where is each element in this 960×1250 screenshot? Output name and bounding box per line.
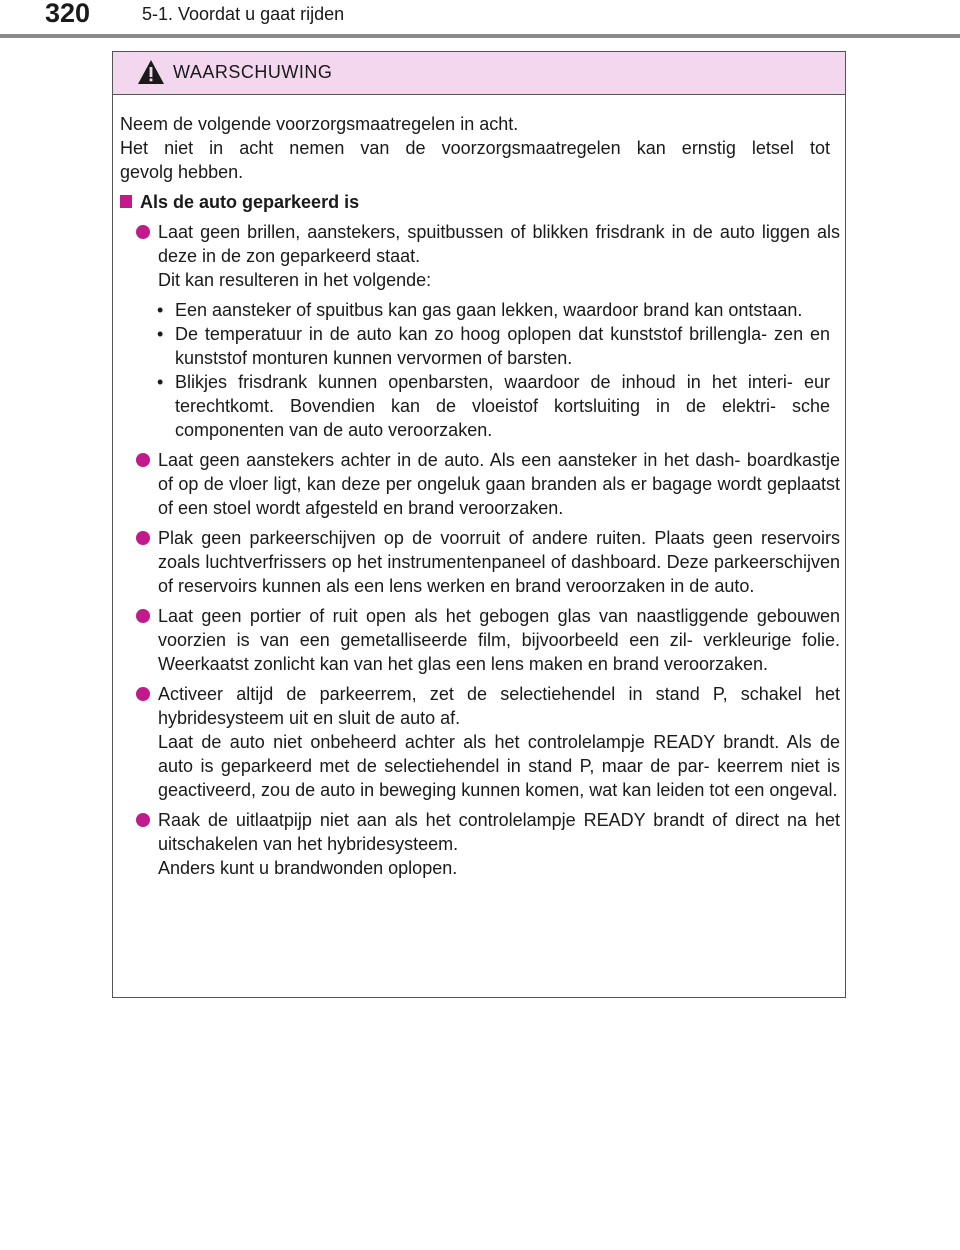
warning-items (120, 220, 840, 880)
header-rule (0, 34, 960, 38)
page-header (0, 0, 960, 40)
circle-bullet-icon (136, 225, 150, 239)
circle-bullet-icon (136, 531, 150, 545)
bullet-text: De temperatuur in de auto kan zo hoog oplopen dat kunststof brillengla- zen en kunststof monturen kunnen vervormen of barsten. (175, 324, 830, 368)
circle-bullet-icon (136, 687, 150, 701)
item-paragraph: Dit kan resulteren in het volgende: (158, 270, 432, 290)
warning-triangle-icon (137, 59, 165, 85)
bullet-text: Blikjes frisdrank kunnen openbarsten, waardoor de inhoud in het interi- eur terechtkomt. Bovendien kan de vloeistof kortsluiting in de elektri- sche componenten van de auto veroorzaken. (175, 372, 830, 440)
intro-line: Het niet in acht nemen van de voorzorgsmaatregelen kan ernstig letsel tot (120, 138, 830, 158)
warning-box (112, 51, 846, 998)
bullet-list (120, 298, 840, 442)
warning-item (120, 808, 840, 880)
section-title: 5-1. Voordat u gaat rijden (142, 4, 345, 24)
subheading-text: Als de auto geparkeerd is (140, 192, 360, 212)
bullet-item (120, 322, 840, 370)
subheading (120, 190, 840, 214)
page-number: 320 (45, 0, 91, 28)
warning-title: WAARSCHUWING (173, 62, 333, 82)
intro-line: Neem de volgende voorzorgsmaatregelen in acht. (120, 114, 519, 134)
bullet-dot-icon: • (157, 324, 164, 344)
circle-bullet-icon (136, 453, 150, 467)
bullet-item (120, 298, 840, 322)
warning-item (120, 526, 840, 598)
intro-line: gevolg hebben. (120, 162, 244, 182)
item-paragraph: Raak de uitlaatpijp niet aan als het controlelampje READY brandt of direct na het uitschakelen van het hybridesysteem. (158, 810, 840, 854)
warning-item (120, 220, 840, 292)
warning-item (120, 604, 840, 676)
warning-body (120, 112, 840, 880)
item-paragraph: Plak geen parkeerschijven op de voorruit of andere ruiten. Plaats geen reservoirs zoals luchtverfrissers op het instrumentenpaneel of dashboard. Deze parkeerschijven of reservoirs kunnen als een lens werken en brand veroorzaken in de auto. (158, 528, 840, 596)
item-paragraph: Laat geen portier of ruit open als het gebogen glas van naastliggende gebouwen voorzien is van een gemetalliseerde film, bijvoorbeeld een zil- verkleurige folie. Weerkaatst zonlicht kan van het glas een lens maken en brand veroorzaken. (158, 606, 840, 674)
circle-bullet-icon (136, 813, 150, 827)
item-paragraph: Laat geen brillen, aanstekers, spuitbussen of blikken frisdrank in de auto liggen als deze in de zon geparkeerd staat. (158, 222, 840, 266)
item-paragraph: Laat de auto niet onbeheerd achter als het controlelampje READY brandt. Als de auto is geparkeerd met de selectiehendel in stand P, maar de par- keerrem niet is geactiveerd, zou de auto in beweging kunnen komen, wat kan leiden tot een ongeval. (158, 732, 840, 800)
bullet-item (120, 370, 840, 442)
item-paragraph: Anders kunt u brandwonden oplopen. (158, 858, 458, 878)
square-bullet-icon (120, 195, 132, 208)
bullet-dot-icon: • (157, 300, 164, 320)
item-paragraph: Activeer altijd de parkeerrem, zet de selectiehendel in stand P, schakel het hybridesysteem uit en sluit de auto af. (158, 684, 840, 728)
warning-item (120, 682, 840, 802)
warning-header (113, 52, 845, 95)
circle-bullet-icon (136, 609, 150, 623)
item-paragraph: Laat geen aanstekers achter in de auto. Als een aansteker in het dash- boardkastje of op de vloer ligt, kan deze per ongeluk gaan branden als er bagage wordt geplaatst of een stoel wordt afgesteld en brand veroorzaken. (158, 450, 840, 518)
bullet-dot-icon: • (157, 372, 164, 392)
warning-item (120, 448, 840, 520)
bullet-text: Een aansteker of spuitbus kan gas gaan lekken, waardoor brand kan ontstaan. (175, 300, 803, 320)
